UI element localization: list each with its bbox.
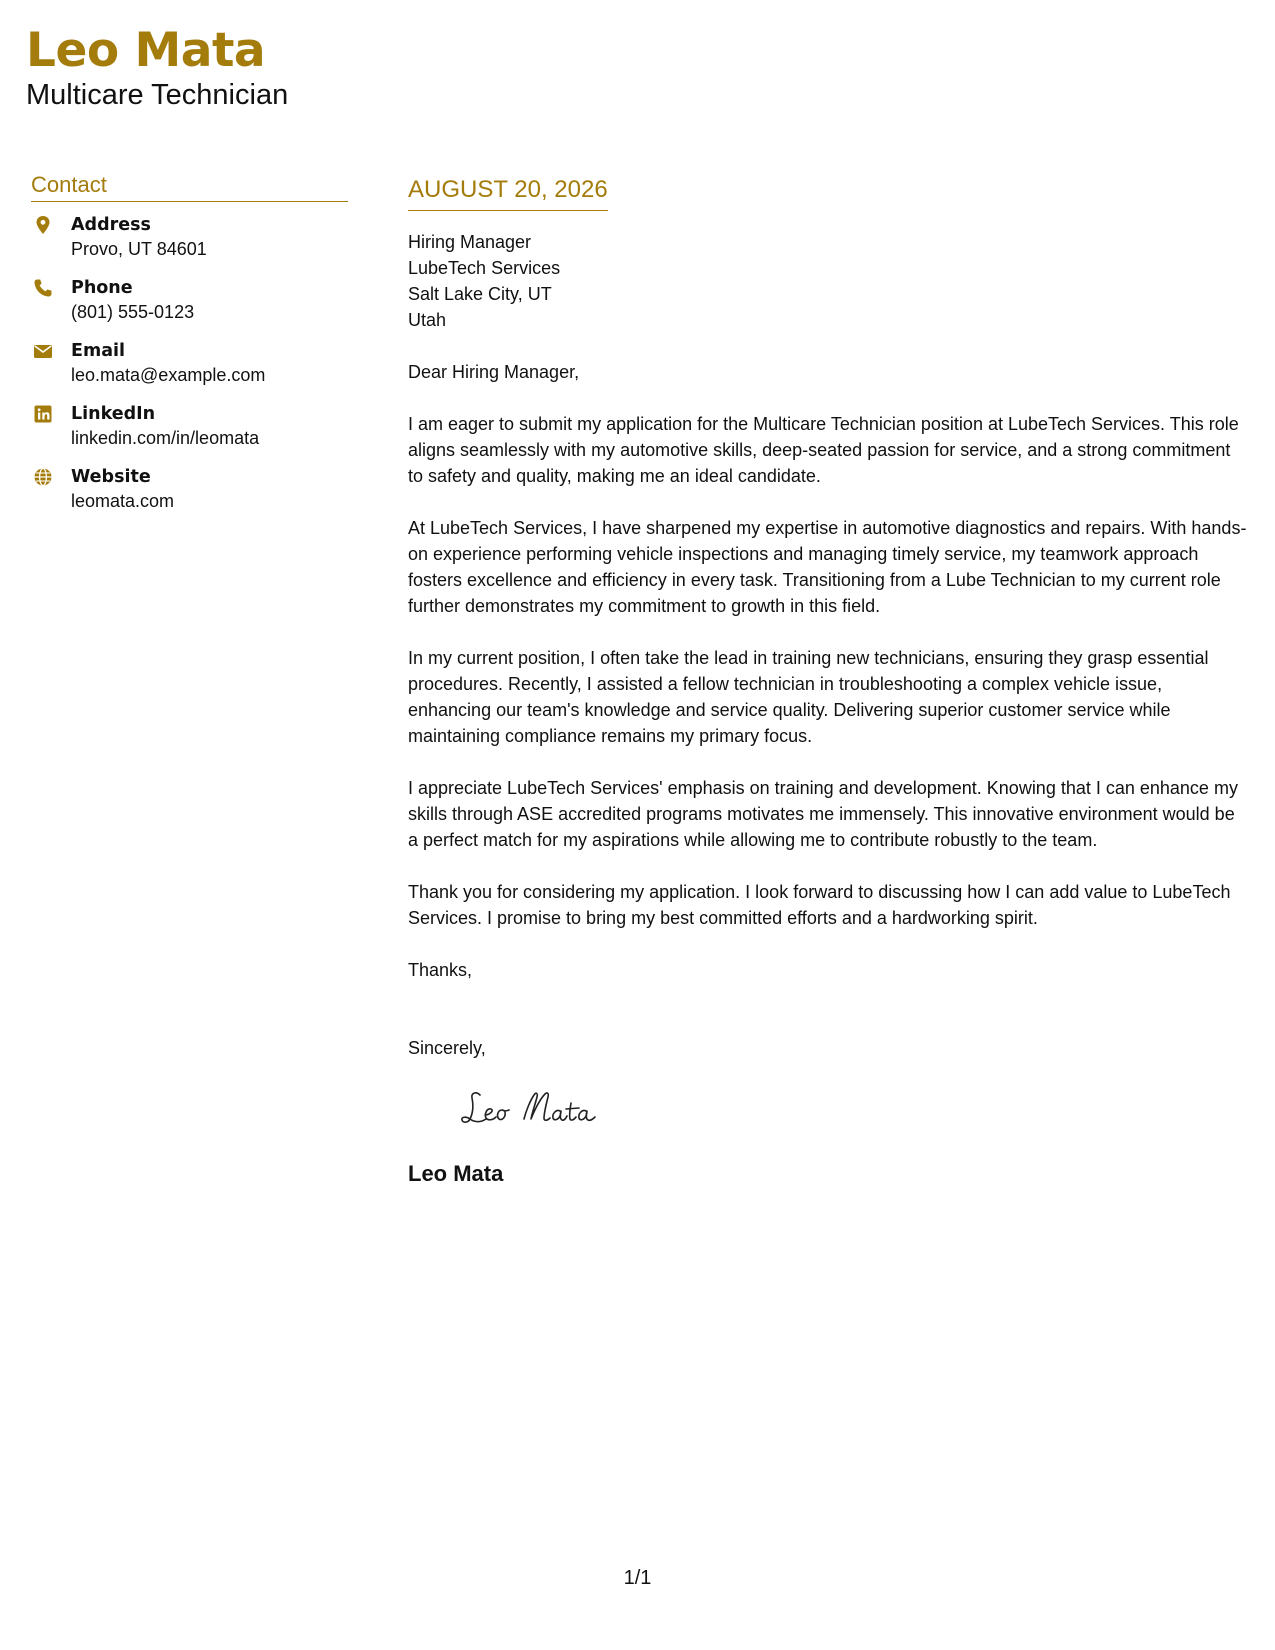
contact-sidebar (31, 172, 348, 528)
globe-icon (33, 467, 53, 487)
signer-name: Leo Mata (408, 1161, 504, 1186)
phone-value: (801) 555-0123 (71, 302, 195, 322)
contact-label: Phone (71, 278, 133, 298)
contact-label: Email (71, 341, 125, 361)
envelope-icon (33, 341, 53, 361)
applicant-job-title: Multicare Technician (26, 79, 289, 111)
paragraph: I appreciate LubeTech Services' emphasis on training and development. Knowing that I can enhance my skills through ASE accredited programs motivates me immensely. This innovative environment would be a perfect match for my aspirations while allowing me to contribute robustly to the team. (408, 778, 1238, 850)
recipient-block (408, 229, 1248, 333)
recipient-city: Salt Lake City, UT (408, 284, 552, 304)
recipient-company: LubeTech Services (408, 258, 561, 278)
paragraph: I am eager to submit my application for the Multicare Technician position at LubeTech Services. This role aligns seamlessly with my automotive skills, deep-seated passion for service, and a strong commitment to safety and quality, making me an ideal candidate. (408, 414, 1239, 486)
phone-icon (33, 278, 53, 298)
linkedin-value[interactable]: linkedin.com/in/leomata (71, 428, 260, 448)
contact-label: LinkedIn (71, 404, 156, 424)
contact-label: Website (71, 467, 151, 487)
contact-item-phone (31, 276, 348, 339)
page-number: 1/1 (623, 1567, 652, 1589)
closing-thanks: Thanks, (408, 960, 473, 980)
contact-list (31, 213, 348, 528)
paragraph: Thank you for considering my application. I look forward to discussing how I can add value to LubeTech Services. I promise to bring my best committed efforts and a hardworking spirit. (408, 882, 1231, 928)
recipient-name: Hiring Manager (408, 232, 532, 252)
contact-label: Address (71, 215, 151, 235)
letter-date: AUGUST 20, 2026 (408, 176, 608, 211)
applicant-name: Leo Mata (26, 23, 266, 78)
greeting: Dear Hiring Manager, (408, 362, 580, 382)
email-value[interactable]: leo.mata@example.com (71, 365, 266, 385)
letter-header (26, 22, 288, 112)
closing-sincerely: Sincerely, (408, 1038, 486, 1058)
recipient-state: Utah (408, 310, 447, 330)
address-value: Provo, UT 84601 (71, 239, 207, 259)
paragraph: In my current position, I often take the lead in training new technicians, ensuring they grasp essential procedures. Recently, I assisted a fellow technician in troubleshooting a complex vehicle issue, enhancing our team's knowledge and service quality. Delivering superior customer service while maintaining compliance remains my primary focus. (408, 648, 1209, 746)
website-value[interactable]: leomata.com (71, 491, 175, 511)
contact-item-address (31, 213, 348, 276)
linkedin-icon (33, 404, 53, 424)
paragraph: At LubeTech Services, I have sharpened my expertise in automotive diagnostics and repairs. With hands-on experience performing vehicle inspections and managing timely service, my teamwork approach fosters excellence and efficiency in every task. Transitioning from a Lube Technician to my current role further demonstrates my commitment to growth in this field. (408, 518, 1247, 616)
contact-item-linkedin (31, 402, 348, 465)
contact-item-website (31, 465, 348, 528)
contact-heading: Contact (31, 172, 348, 202)
handwritten-signature (458, 1081, 628, 1135)
map-pin-icon (33, 215, 53, 235)
contact-item-email (31, 339, 348, 402)
letter-body (408, 176, 1248, 1188)
